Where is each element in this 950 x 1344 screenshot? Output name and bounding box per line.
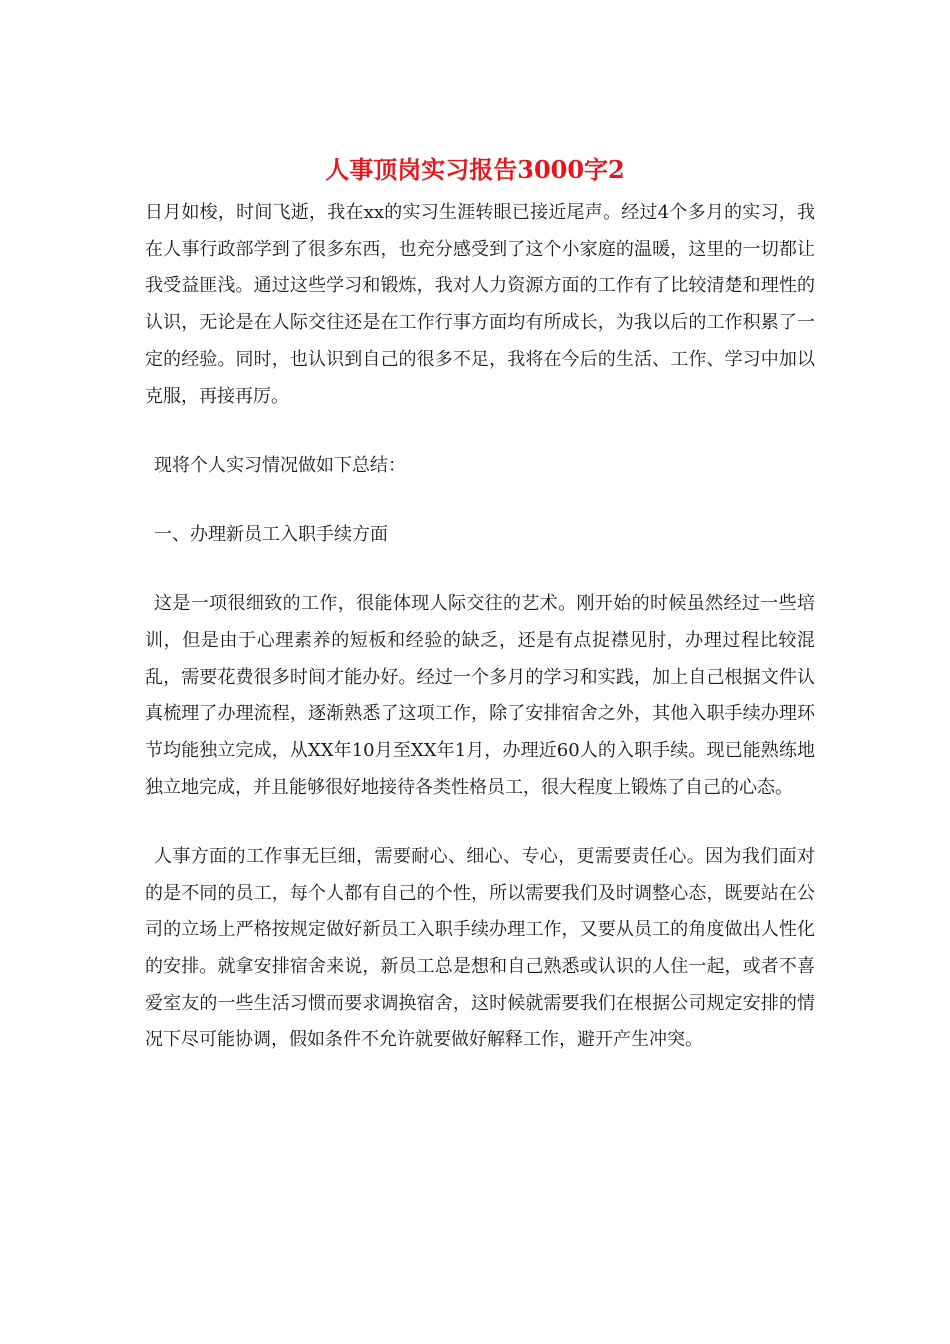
paragraph-hr-work: 人事方面的工作事无巨细，需要耐心、细心、专心，更需要责任心。因为我们面对的是不同的员工，每个人都有自己的个性，所以需要我们及时调整心态，既要站在公司的立场上严格按规定做好新员工入职手续办理工作，又要从员工的角度做出人性化的安排。就拿安排宿舍来说，新员工总是想和自己熟悉或认识的人住一起，或者不喜爱室友的一些生活习惯而要求调换宿舍，这时候就需要我们在根据公司规定安排的情况下尽可能协调，假如条件不允许就要做好解释工作，避开产生冲突。 <box>145 845 815 1051</box>
paragraph-onboarding-detail: 这是一项很细致的工作，很能体现人际交往的艺术。刚开始的时候虽然经过一些培训，但是由于心理素养的短板和经验的缺乏，还是有点捉襟见肘，办理过程比较混乱，需要花费很多时间才能办好。经过一个多月的学习和实践，加上自己根据文件认真梳理了办理流程，逐渐熟悉了这项工作，除了安排宿舍之外，其他入职手续办理环节均能独立完成，从XX年10月至XX年1月，办理近60人的入职手续。现已能熟练地独立地完成，并且能够很好地接待各类性格员工，很大程度上锻炼了自己的心态。 <box>145 593 815 798</box>
paragraph-summary-lead: 现将个人实习情况做如下总结： <box>154 454 406 476</box>
section-heading-onboarding: 一、办理新员工入职手续方面 <box>154 523 388 545</box>
document-body <box>145 195 815 1092</box>
document-title: 人事顶岗实习报告3000字2 <box>325 155 625 184</box>
paragraph-intro: 日月如梭，时间飞逝，我在xx的实习生涯转眼已接近尾声。经过4个多月的实习，我在人事行政部学到了很多东西，也充分感受到了这个小家庭的温暖，这里的一切都让我受益匪浅。通过这些学习和锻炼，我对人力资源方面的工作有了比较清楚和理性的认识，无论是在人际交往还是在工作行事方面均有所成长，为我以后的工作积累了一定的经验。同时，也认识到自己的很多不足，我将在今后的生活、工作、学习中加以克服，再接再厉。 <box>145 202 815 407</box>
